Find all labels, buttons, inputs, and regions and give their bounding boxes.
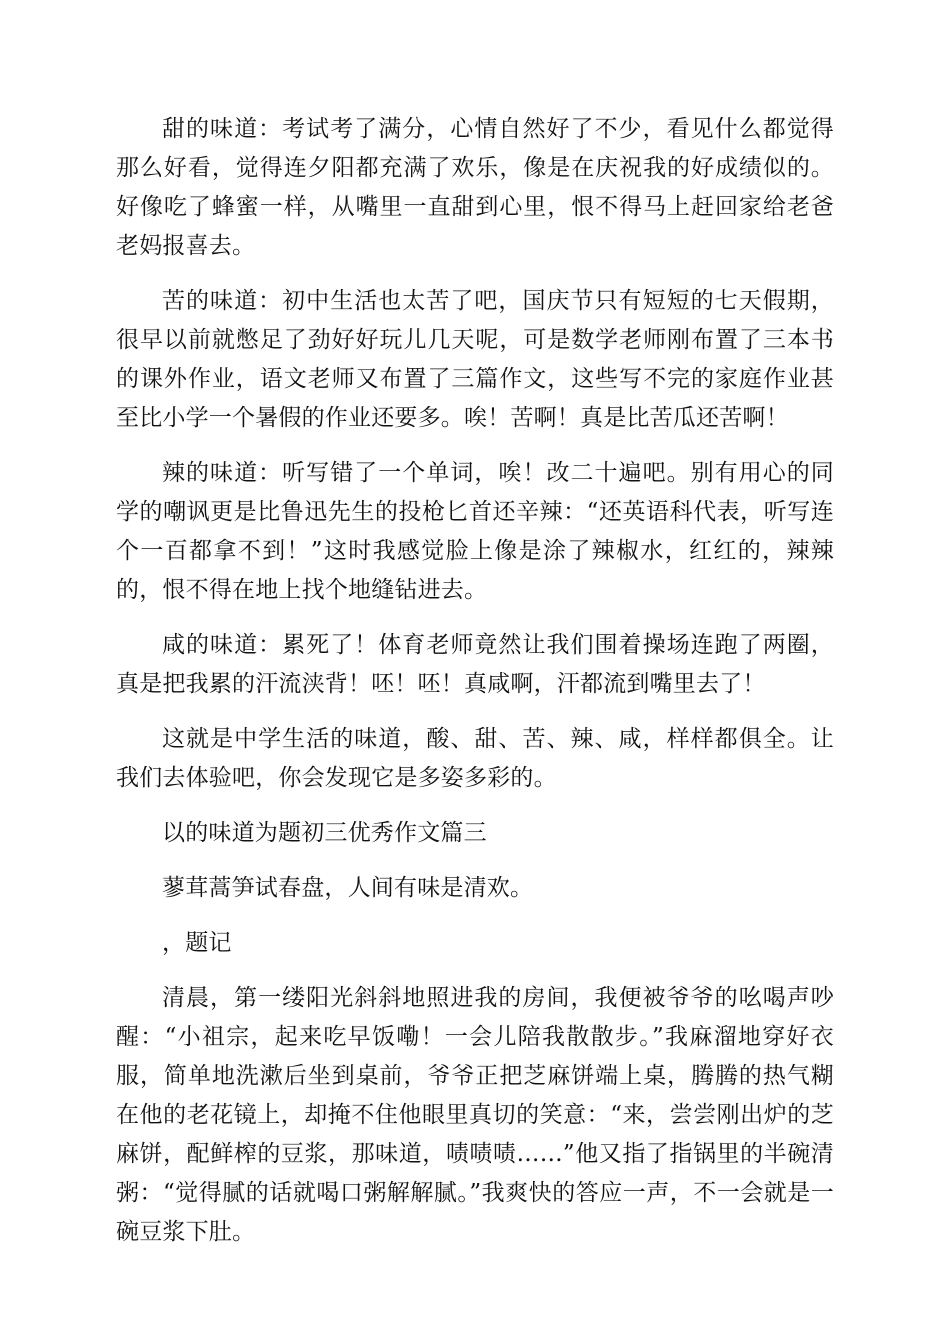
- paragraph-salty-taste: 咸的味道：累死了！体育老师竟然让我们围着操场连跑了两圈，真是把我累的汗流浃背！呸！呸！真咸啊，汗都流到嘴里去了！: [116, 632, 834, 697]
- paragraph-sweet-taste: 甜的味道：考试考了满分，心情自然好了不少，看见什么都觉得那么好看，觉得连夕阳都充满了欢乐，像是在庆祝我的好成绩似的。好像吃了蜂蜜一样，从嘴里一直甜到心里，恨不得马上赶回家给老爸老妈报喜去。: [116, 116, 834, 259]
- epigraph-attribution: ，题记: [162, 930, 232, 956]
- paragraph-bitter-taste: 苦的味道：初中生活也太苦了吧，国庆节只有短短的七天假期，很早以前就憋足了劲好好玩儿几天呢，可是数学老师刚布置了三本书的课外作业，语文老师又布置了三篇作文，这些写不完的家庭作业甚至比小学一个暑假的作业还要多。唉！苦啊！真是比苦瓜还苦啊！: [116, 288, 834, 431]
- paragraph-summary: 这就是中学生活的味道，酸、甜、苦、辣、咸，样样都俱全。让我们去体验吧，你会发现它是多姿多彩的。: [116, 726, 834, 791]
- essay-heading: 以的味道为题初三优秀作文篇三: [162, 820, 487, 846]
- paragraph-morning: 清晨，第一缕阳光斜斜地照进我的房间，我便被爷爷的吆喝声吵醒：“小祖宗，起来吃早饭嘞！一会儿陪我散散步。”我麻溜地穿好衣服，简单地洗漱后坐到桌前，爷爷正把芝麻饼端上桌，腾腾的热气糊在他的老花镜上，却掩不住他眼里真切的笑意：“来，尝尝刚出炉的芝麻饼，配鲜榨的豆浆，那味道，啧啧啧……”他又指了指锅里的半碗清粥：“觉得腻的话就喝口粥解解腻。”我爽快的答应一声，不一会就是一碗豆浆下肚。: [116, 985, 834, 1245]
- epigraph-poem: 蓼茸蒿笋试春盘，人间有味是清欢。: [162, 875, 534, 901]
- document-body: [116, 110, 834, 1268]
- paragraph-spicy-taste: 辣的味道：听写错了一个单词，唉！改二十遍吧。别有用心的同学的嘲讽更是比鲁迅先生的投枪匕首还辛辣：“还英语科代表，听写连个一百都拿不到！”这时我感觉脸上像是涂了辣椒水，红红的，辣辣的，恨不得在地上找个地缝钻进去。: [116, 460, 834, 603]
